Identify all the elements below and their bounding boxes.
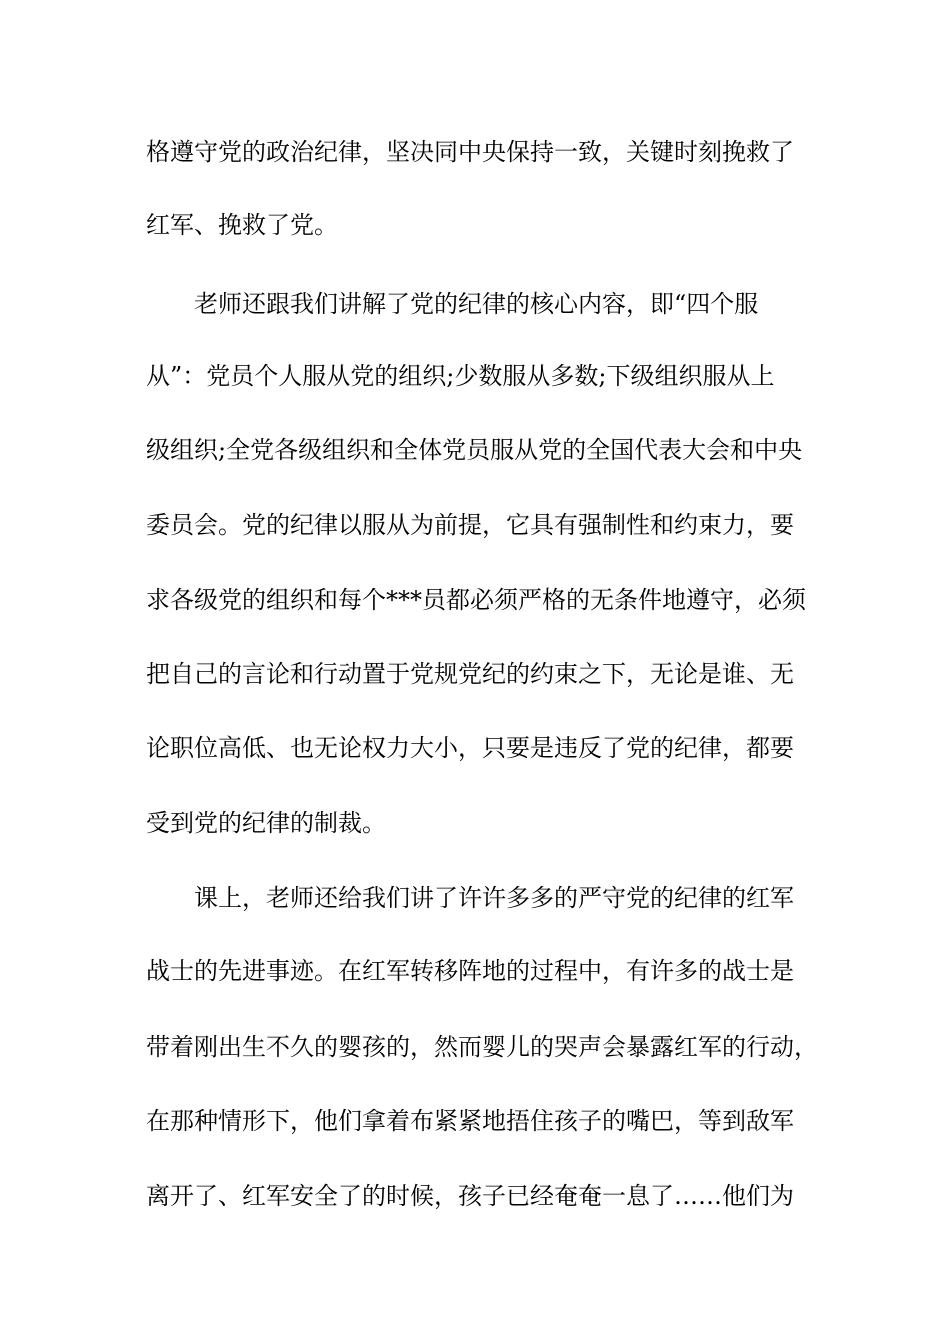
text-line: 红军、挽救了党。	[146, 211, 338, 239]
paragraph-first-line: 课上，老师还给我们讲了许许多多的严守党的纪律的红军	[194, 884, 794, 912]
text-line: 级组织;全党各级组织和全体党员服从党的全国代表大会和中央	[146, 436, 803, 464]
text-line: 求各级党的组织和每个***员都必须严格的无条件地遵守，必须	[146, 586, 806, 614]
text-line: 委员会。党的纪律以服从为前提，它具有强制性和约束力，要	[146, 511, 794, 539]
text-line: 把自己的言论和行动置于党规党纪的约束之下，无论是谁、无	[146, 660, 794, 688]
text-line: 论职位高低、也无论权力大小，只要是违反了党的纪律，都要	[146, 734, 794, 762]
text-line: 格遵守党的政治纪律，坚决同中央保持一致，关键时刻挽救了	[146, 138, 794, 166]
text-line: 离开了、红军安全了的时候，孩子已经奄奄一息了……他们为	[146, 1182, 794, 1210]
text-line: 带着刚出生不久的婴孩的，然而婴儿的哭声会暴露红军的行动，	[146, 1033, 818, 1061]
text-line: 在那种情形下，他们拿着布紧紧地捂住孩子的嘴巴，等到敌军	[146, 1107, 794, 1135]
paragraph-first-line: 老师还跟我们讲解了党的纪律的核心内容，即“四个服	[194, 290, 759, 318]
text-line: 战士的先进事迹。在红军转移阵地的过程中，有许多的战士是	[146, 957, 794, 985]
text-line: 从”：党员个人服从党的组织;少数服从多数;下级组织服从上	[146, 362, 775, 390]
text-line: 受到党的纪律的制裁。	[146, 809, 386, 837]
